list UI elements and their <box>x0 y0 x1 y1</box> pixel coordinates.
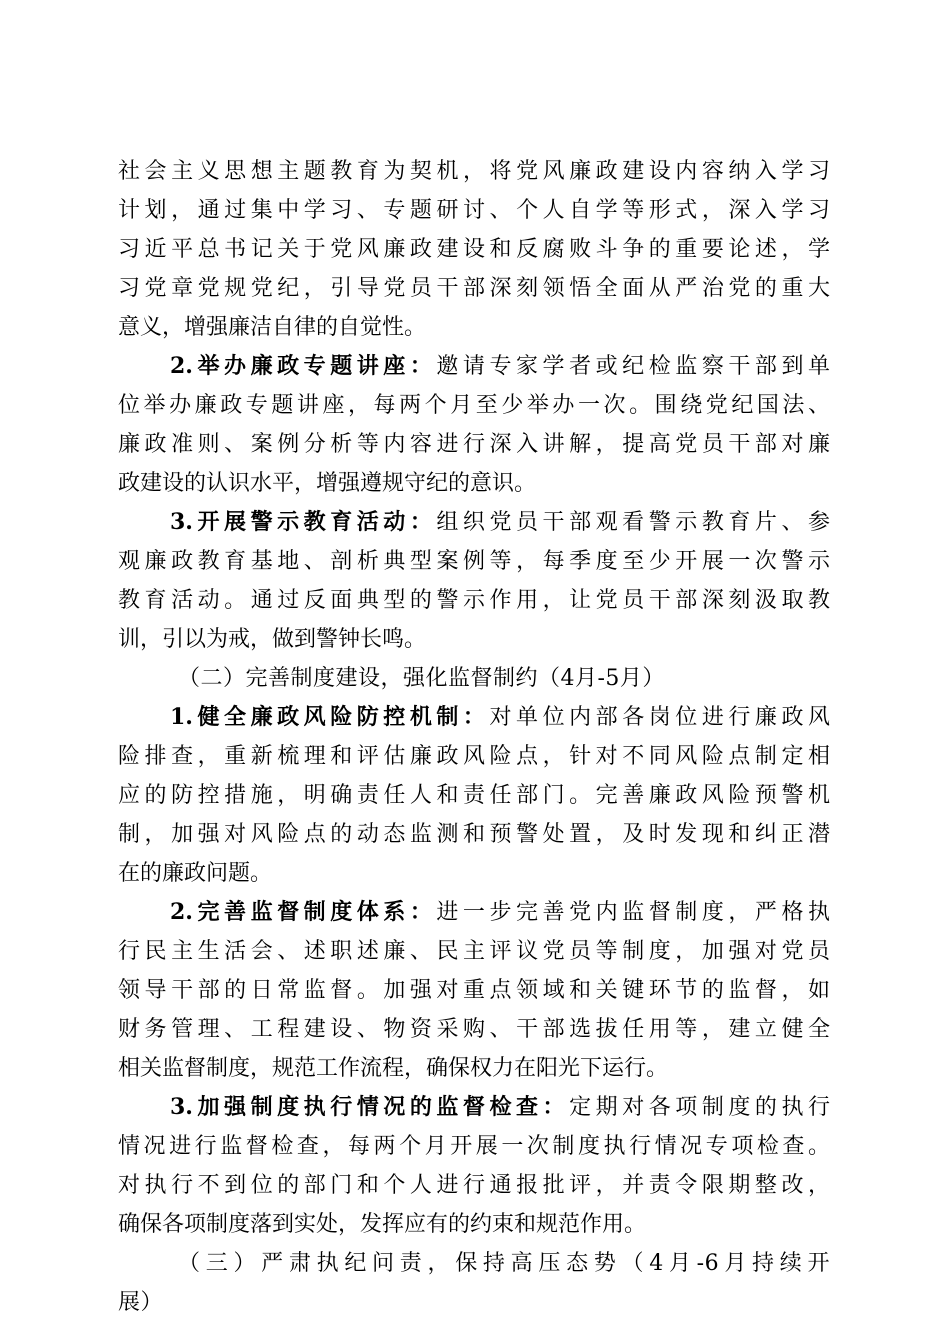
paragraph <box>118 152 830 347</box>
text-line: 观廉政教育基地、剖析典型案例等，每季度至少开展一次警示 <box>118 549 830 574</box>
heading-line: 展） <box>118 1290 164 1315</box>
text-line <box>118 347 830 386</box>
text-line: 社会主义思想主题教育为契机，将党风廉政建设内容纳入学习 <box>118 159 830 184</box>
text-line: 政建设的认识水平，增强遵规守纪的意识。 <box>118 471 537 496</box>
paragraph <box>118 893 830 1088</box>
text-run: 邀请专家学者或纪检监察干部到单 <box>436 354 830 379</box>
paragraph <box>118 1088 830 1244</box>
text-line: 意义，增强廉洁自律的自觉性。 <box>118 315 427 340</box>
text-line: 教育活动。通过反面典型的警示作用，让党员干部深刻汲取教 <box>118 588 830 613</box>
text-line: 确保各项制度落到实处，发挥应有的约束和规范作用。 <box>118 1212 647 1237</box>
text-line: 对执行不到位的部门和个人进行通报批评，并责令限期整改， <box>118 1173 830 1198</box>
text-line: 训，引以为戒，做到警钟长鸣。 <box>118 627 427 652</box>
section-heading: （二）完善制度建设，强化监督制约（4月-5月） <box>178 666 665 691</box>
text-line <box>118 1088 830 1127</box>
text-run: 组织党员干部观看警示教育片、参 <box>436 510 830 535</box>
text-line <box>118 893 830 932</box>
text-line: 领导干部的日常监督。加强对重点领域和关键环节的监督，如 <box>118 978 830 1003</box>
heading-line: （三）严肃执纪问责，保持高压态势（4月-6月持续开 <box>178 1251 830 1276</box>
text-run: 进一步完善党内监督制度，严格执 <box>436 900 830 925</box>
text-line: 制，加强对风险点的动态监测和预警处置，及时发现和纠正潜 <box>118 822 830 847</box>
text-line: 应的防控措施，明确责任人和责任部门。完善廉政风险预警机 <box>118 783 830 808</box>
text-line: 财务管理、工程建设、物资采购、干部选拔任用等，建立健全 <box>118 1017 830 1042</box>
text-line: 习近平总书记关于党风廉政建设和反腐败斗争的重要论述，学 <box>118 237 830 262</box>
text-line: 情况进行监督检查，每两个月开展一次制度执行情况专项检查。 <box>118 1134 830 1159</box>
paragraph <box>118 503 830 659</box>
text-line <box>118 503 830 542</box>
text-line: 位举办廉政专题讲座，每两个月至少举办一次。围绕党纪国法、 <box>118 393 830 418</box>
section-heading <box>118 1244 830 1322</box>
text-line: 行民主生活会、述职述廉、民主评议党员等制度，加强对党员 <box>118 939 830 964</box>
text-line: 相关监督制度，规范工作流程，确保权力在阳光下运行。 <box>118 1056 669 1081</box>
bold-lead: 2.完善监督制度体系： <box>170 899 437 925</box>
text-line: 廉政准则、案例分析等内容进行深入讲解，提高党员干部对廉 <box>118 432 830 457</box>
text-line: 险排查，重新梳理和评估廉政风险点，针对不同风险点制定相 <box>118 744 830 769</box>
text-line <box>118 698 830 737</box>
text-line: 计划，通过集中学习、专题研讨、个人自学等形式，深入学习 <box>118 198 830 223</box>
text-run: 对单位内部各岗位进行廉政风 <box>489 705 830 730</box>
text-line: 在的廉政问题。 <box>118 861 273 886</box>
bold-lead: 3.加强制度执行情况的监督检查： <box>170 1094 570 1120</box>
text-run: 定期对各项制度的执行 <box>569 1095 830 1120</box>
bold-lead: 2.举办廉政专题讲座： <box>170 353 437 379</box>
document-body <box>118 152 830 1322</box>
text-line: 习党章党规党纪，引导党员干部深刻领悟全面从严治党的重大 <box>118 276 830 301</box>
paragraph <box>118 347 830 503</box>
bold-lead: 1.健全廉政风险防控机制： <box>170 704 490 730</box>
bold-lead: 3.开展警示教育活动： <box>170 509 437 535</box>
paragraph <box>118 698 830 893</box>
